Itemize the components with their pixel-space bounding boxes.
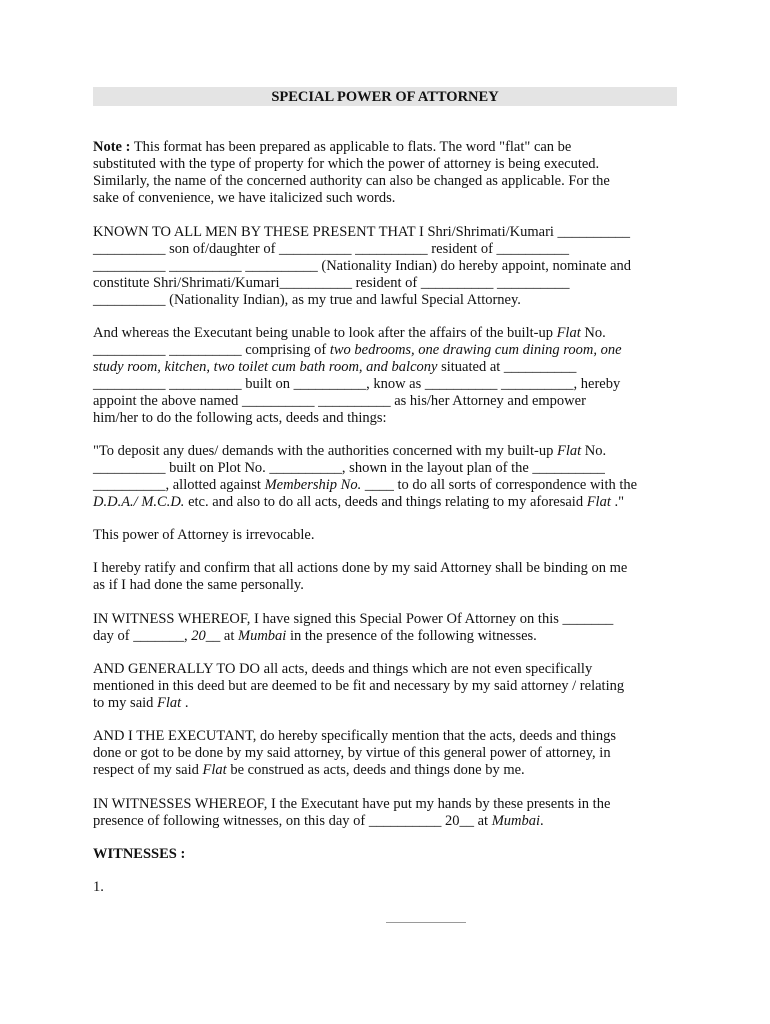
generally-text: . xyxy=(181,694,189,711)
generally-line: mentioned in this deed but are deemed to be fit and necessary by my said attorney / relating xyxy=(93,677,625,694)
executant-text: respect of my said xyxy=(93,761,203,778)
witnesses-heading-text: WITNESSES : xyxy=(93,846,186,862)
document-title: SPECIAL POWER OF ATTORNEY xyxy=(271,89,499,105)
note-line: Similarly, the name of the concerned authority can also be changed as applicable. For the xyxy=(93,172,610,189)
whereas-line: __________ __________ built on __________, know as __________ __________, hereby xyxy=(93,375,621,392)
deposit-text: No. xyxy=(581,443,607,459)
deposit-text: __________, allotted against xyxy=(93,476,265,493)
witness-text: at xyxy=(220,627,238,644)
witness-line: IN WITNESS WHEREOF, I have signed this Special Power Of Attorney on this _______ xyxy=(93,611,614,627)
executant-line: AND I THE EXECUTANT, do hereby specifically mention that the acts, deeds and things xyxy=(93,728,616,744)
deposit-text: "To deposit any dues/ demands with the authorities concerned with my built-up xyxy=(93,443,557,459)
whereas-italic: Flat xyxy=(556,325,581,341)
appointment-line: __________ son of/daughter of __________ __________ resident of __________ xyxy=(93,240,570,257)
appointment-paragraph xyxy=(93,224,683,309)
deposit-italic: Membership No. xyxy=(264,476,362,493)
appointment-line: __________ (Nationality Indian), as my true and lawful Special Attorney. xyxy=(93,291,521,308)
deposit-italic: Flat xyxy=(586,493,611,510)
deposit-paragraph xyxy=(93,443,683,511)
executant-italic: Flat xyxy=(202,761,227,778)
whereas-italic: study room, kitchen, two toilet cum bath room, and balcony xyxy=(93,358,438,375)
witness-paragraph xyxy=(93,611,683,645)
note-line: This format has been prepared as applicable to flats. The word "flat" can be xyxy=(133,139,572,155)
whereas-line: appoint the above named __________ __________ as his/her Attorney and empower xyxy=(93,392,586,409)
generally-paragraph xyxy=(93,661,683,712)
executant-paragraph xyxy=(93,728,683,779)
generally-text: to my said xyxy=(93,694,158,711)
deposit-italic: D.D.A./ M.C.D. xyxy=(93,493,185,510)
whereas-text: __________ __________ comprising of xyxy=(93,341,330,358)
deposit-italic: Flat xyxy=(556,443,582,459)
deposit-line: __________ built on Plot No. __________, shown in the layout plan of the __________ xyxy=(93,459,605,476)
whereas-text: No. xyxy=(580,325,606,341)
witnesses-heading xyxy=(93,846,683,863)
irrevocable-paragraph xyxy=(93,527,683,544)
executant-line: done or got to be done by my said attorney, by virtue of this general power of attorney, in xyxy=(93,744,611,761)
witnesses-whereof-line: IN WITNESSES WHEREOF, I the Executant have put my hands by these presents in the xyxy=(93,796,611,812)
note-paragraph xyxy=(93,139,683,207)
witness-list xyxy=(93,879,683,896)
witness-italic: Mumbai xyxy=(237,627,287,644)
appointment-line: __________ __________ __________ (Nationality Indian) do hereby appoint, nominate and xyxy=(93,257,632,274)
witness-italic: 20__ xyxy=(191,627,221,644)
generally-italic: Flat xyxy=(157,694,182,711)
whereas-paragraph xyxy=(93,325,683,426)
note-line: substituted with the type of property for which the power of attorney is being executed. xyxy=(93,155,600,172)
witness-item-number: 1. xyxy=(93,879,104,895)
note-label: Note : xyxy=(93,139,131,155)
appointment-line: constitute Shri/Shrimati/Kumari__________ resident of __________ __________ xyxy=(93,274,570,291)
ratify-line: as if I had done the same personally. xyxy=(93,576,304,593)
whereas-text: situated at __________ xyxy=(437,358,577,375)
witnesses-whereof-italic: Mumbai xyxy=(491,812,541,829)
witnesses-whereof-paragraph xyxy=(93,796,683,830)
ratify-paragraph xyxy=(93,560,683,594)
witness-text: in the presence of the following witnesses. xyxy=(286,627,537,644)
irrevocable-line: This power of Attorney is irrevocable. xyxy=(93,527,315,543)
whereas-text: And whereas the Executant being unable to look after the affairs of the built-up xyxy=(93,325,557,341)
note-line: sake of convenience, we have italicized such words. xyxy=(93,189,396,206)
deposit-text: ." xyxy=(610,493,625,510)
appointment-line: KNOWN TO ALL MEN BY THESE PRESENT THAT I Shri/Shrimati/Kumari __________ xyxy=(93,224,631,240)
executant-text: be construed as acts, deeds and things done by me. xyxy=(226,761,525,778)
whereas-italic: two bedrooms, one drawing cum dining room, one xyxy=(329,341,622,358)
whereas-line: him/her to do the following acts, deeds and things: xyxy=(93,409,387,426)
ratify-line: I hereby ratify and confirm that all actions done by my said Attorney shall be binding on me xyxy=(93,560,628,576)
witnesses-whereof-text: . xyxy=(540,812,544,829)
generally-line: AND GENERALLY TO DO all acts, deeds and things which are not even specifically xyxy=(93,661,593,677)
footer-rule xyxy=(386,922,466,923)
witnesses-whereof-text: presence of following witnesses, on this day of __________ 20__ at xyxy=(93,812,492,829)
witness-text: day of _______, xyxy=(93,627,192,644)
deposit-text: etc. and also to do all acts, deeds and things relating to my aforesaid xyxy=(184,493,587,510)
deposit-text: ____ to do all sorts of correspondence with the xyxy=(361,476,638,493)
